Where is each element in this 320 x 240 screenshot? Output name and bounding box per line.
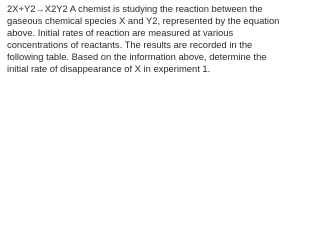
question-line: 2X+Y2→X2Y2 A chemist is studying the reaction between the bbox=[7, 3, 263, 14]
question-line: following table. Based on the information above, determine the bbox=[7, 50, 267, 62]
question-line: concentrations of reactants. The results are recorded in the bbox=[7, 38, 253, 50]
question-text-block bbox=[0, 0, 280, 79]
question-line: initial rate of disappearance of X in experiment 1. bbox=[7, 62, 211, 74]
question-line: above. Initial rates of reaction are measured at various bbox=[7, 26, 234, 38]
question-line: gaseous chemical species X and Y2, represented by the equation bbox=[7, 14, 280, 26]
